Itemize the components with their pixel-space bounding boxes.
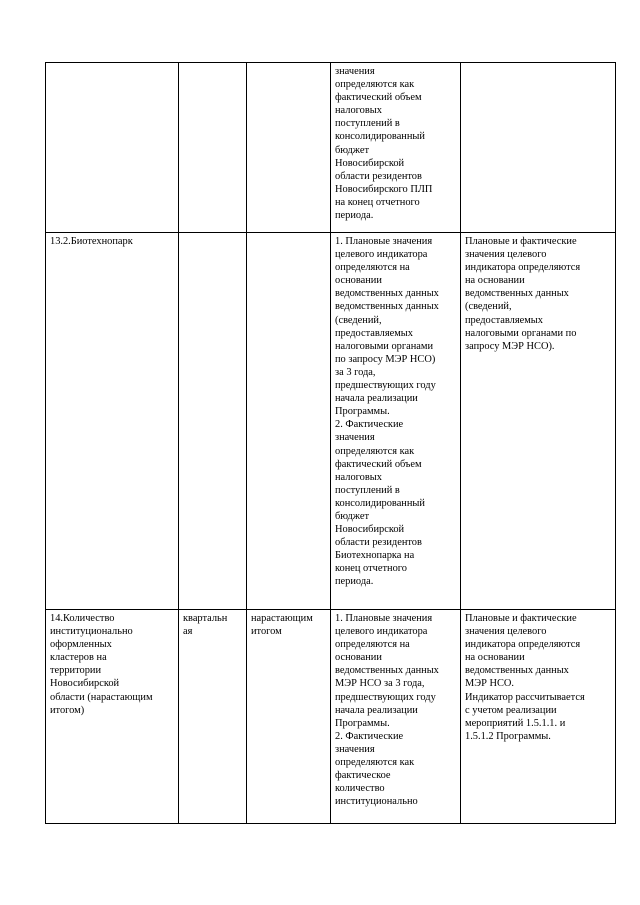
indicator-name-cell: 14.Количество институционально оформленных кластеров на территории Новосибирской области (нарастающим итогом) xyxy=(46,610,179,824)
accumulation-cell: нарастающим итогом xyxy=(247,610,331,824)
data-source-cell xyxy=(461,63,616,233)
calculation-method-cell: 1. Плановые значения целевого индикатора определяются на основании ведомственных данных МЭР НСО за 3 года, предшествующих году начала реализации Программы. 2. Фактические значения определяются как фактическое количество институционально xyxy=(331,610,461,824)
periodicity-cell: квартальн ая xyxy=(179,610,247,824)
table-row xyxy=(46,63,616,233)
table-row xyxy=(46,233,616,610)
calculation-method-cell: 1. Плановые значения целевого индикатора определяются на основании ведомственных данных ведомственных данных (сведений, предоставляемых налоговыми органами по запросу МЭР НСО) за 3 года, предшествующих году начала реализации Программы. 2. Фактические значения определяются как фактический объем налоговых поступлений в консолидированный бюджет Новосибирской области резидентов Биотехнопарка на конец отчетного периода. xyxy=(331,233,461,610)
data-source-cell: Плановые и фактические значения целевого индикатора определяются на основании ведомственных данных МЭР НСО. Индикатор рассчитывается с учетом реализации мероприятий 1.5.1.1. и 1.5.1.2 Программы. xyxy=(461,610,616,824)
indicator-table xyxy=(45,62,616,824)
table-row xyxy=(46,610,616,824)
accumulation-cell xyxy=(247,233,331,610)
accumulation-cell xyxy=(247,63,331,233)
indicator-name-cell xyxy=(46,63,179,233)
periodicity-cell xyxy=(179,63,247,233)
indicator-name-cell: 13.2.Биотехнопарк xyxy=(46,233,179,610)
calculation-method-cell: значения определяются как фактический объем налоговых поступлений в консолидированный бюджет Новосибирской области резидентов Новосибирского ПЛП на конец отчетного периода. xyxy=(331,63,461,233)
data-source-cell: Плановые и фактические значения целевого индикатора определяются на основании ведомственных данных (сведений, предоставляемых налоговыми органами по запросу МЭР НСО). xyxy=(461,233,616,610)
periodicity-cell xyxy=(179,233,247,610)
